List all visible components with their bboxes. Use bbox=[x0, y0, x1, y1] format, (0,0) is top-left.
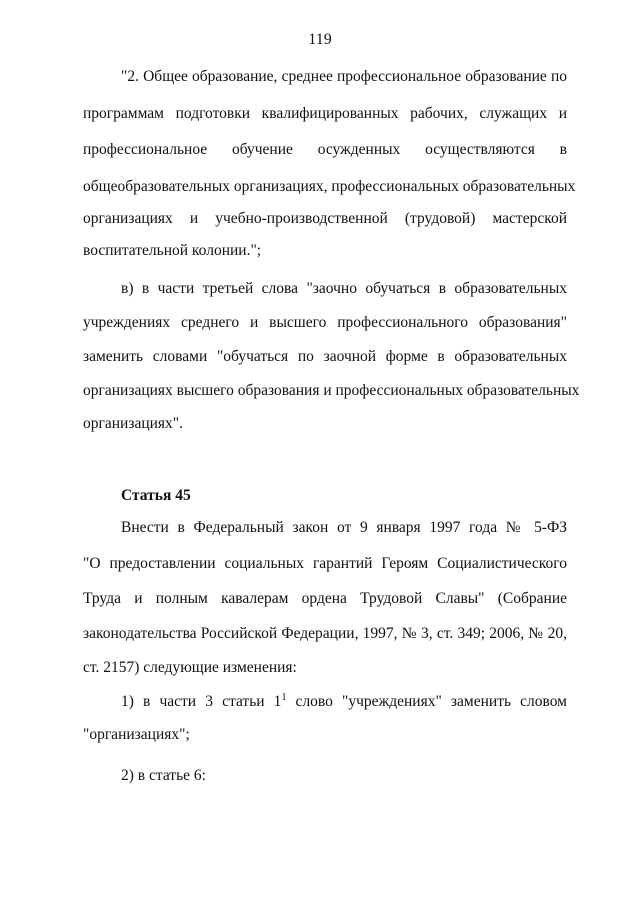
article-intro-line: "О предоставлении социальных гарантий Героям Социалистического bbox=[83, 555, 567, 572]
paragraph-line: в) в части третьей слова "заочно обучаться в образовательных bbox=[121, 280, 567, 297]
article-intro-line: Труда и полным кавалерам ордена Трудовой Славы" (Собрание bbox=[83, 590, 567, 607]
article-intro-line: ст. 2157) следующие изменения: bbox=[83, 659, 297, 676]
article-intro-line: Внести в Федеральный закон от 9 января 1997 года № 5-ФЗ bbox=[121, 519, 567, 536]
article-intro-line: законодательства Российской Федерации, 1997, № 3, ст. 349; 2006, № 20, bbox=[83, 625, 567, 642]
paragraph-line: воспитательной колонии."; bbox=[83, 242, 262, 259]
paragraph-line: организациях высшего образования и профессиональных образовательных bbox=[83, 382, 580, 399]
list-item-1-text: 1) в части 3 статьи 1 bbox=[121, 693, 282, 710]
paragraph-line: профессиональное обучение осужденных осуществляются в bbox=[83, 141, 567, 158]
article-heading: Статья 45 bbox=[121, 487, 191, 504]
paragraph-line: учреждениях среднего и высшего профессионального образования" bbox=[83, 314, 567, 331]
list-item-1 bbox=[121, 692, 567, 712]
list-item-1-text-end: слово "учреждениях" заменить словом bbox=[286, 693, 567, 710]
paragraph-line: общеобразовательных организациях, профессиональных образовательных bbox=[83, 178, 576, 195]
page-number: 119 bbox=[308, 31, 332, 48]
list-item-2: 2) в статье 6: bbox=[121, 767, 206, 784]
list-item-1-continuation: "организациях"; bbox=[83, 726, 190, 743]
paragraph-line: "2. Общее образование, среднее профессиональное образование по bbox=[121, 68, 567, 85]
superscript-number: 1 bbox=[281, 691, 287, 703]
paragraph-line: заменить словами "обучаться по заочной форме в образовательных bbox=[83, 348, 567, 365]
paragraph-line: организациях". bbox=[83, 415, 184, 432]
paragraph-line: программам подготовки квалифицированных рабочих, служащих и bbox=[83, 105, 567, 122]
paragraph-line: организациях и учебно-производственной (трудовой) мастерской bbox=[83, 210, 567, 227]
